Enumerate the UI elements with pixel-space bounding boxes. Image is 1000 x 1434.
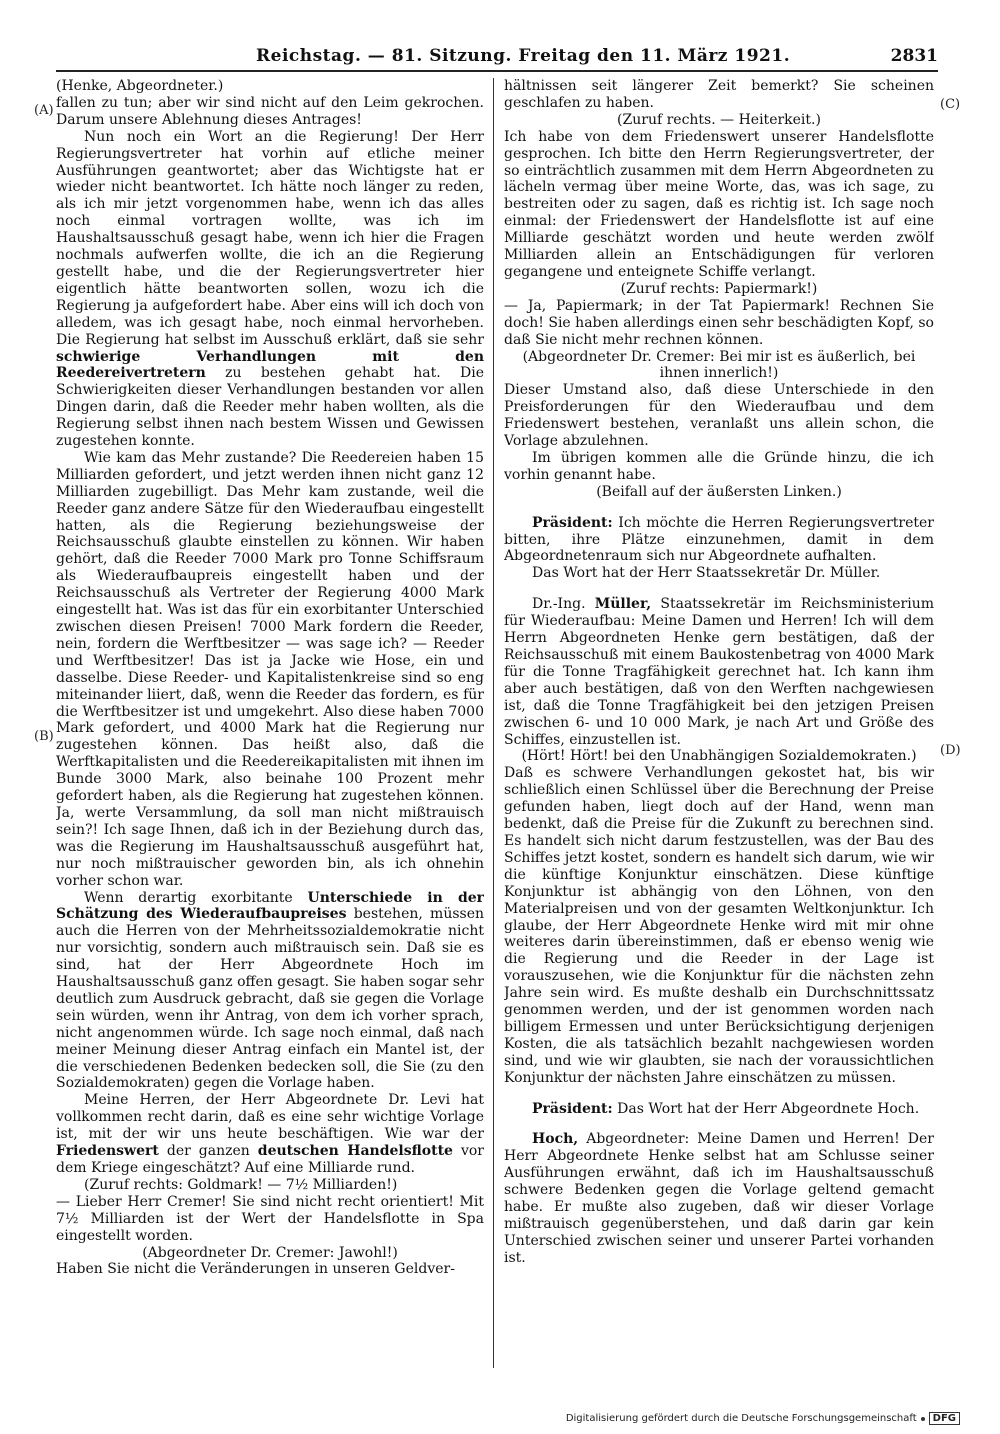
paragraph: Daß es schwere Verhandlungen gekostet hat, bis wir schließlich einen Schlüssel über die Berechnung der Preise gefunden haben, liegt doch auf der Hand, wenn man bedenkt, daß die Preise für die Zukunft zu berechnen sind. Es handelt sich nicht darum festzustellen, was der Bau des Schiffes jetzt kostet, sondern es handelt sich darum, wie wir die künftige Konjunktur einschätzen. Diese künftige Konjunktur ist abhängig von den Löhnen, von den Materialpreisen und von der gesamten Weltkonjunktur. Ich glaube, der Herr Abgeordnete Henke wird mit mir ohne weiteres darin übereinstimmen, daß er ebenso wenig wie die Regierung und die Reeder in der Lage ist vorauszusehen, wie die Konjunktur für die nächsten zehn Jahre sein wird. Es mußte deshalb ein Durchschnittssatz genommen werden, und der ist genommen worden nach billigem Ermessen und unter Berücksichtigung derjenigen Kosten, die als tatsächlich bezahlt nachgewiesen worden sind, und wie wir glaubten, sie nach der voraussichtlichen Konjunktur der nächsten Jahre einschätzen zu müssen. <box>504 765 934 1086</box>
paragraph: Ich habe von dem Friedenswert unserer Handelsflotte gesprochen. Ich bitte den Herrn Regierungsvertreter, der so einträchtlich zusammen mit dem Herrn Abgeordneten zu lächeln vermag über meine Worte, das, was ich sage, zu bestreiten oder zu sagen, daß es richtig ist. Ich sage noch einmal: der Friedenswert der Handelsflotte ist auf eine Milliarde geschätzt worden und heute werden zwölf Milliarden allein an Entschädigungen für verloren gegangene und enteignete Schiffe verlangt. <box>504 128 934 280</box>
left-column <box>56 78 484 1378</box>
interjection: (Hört! Hört! bei den Unabhängigen Sozialdemokraten.) <box>521 748 917 765</box>
paragraph: Wie kam das Mehr zustande? Die Reedereien haben 15 Milliarden gefordert, und jetzt werden ihnen nicht ganz 12 Milliarden zugebilligt. Das Mehr kam zustande, weil die Reeder ganz andere Sätze für den Wiederaufbau eingestellt hatten, als die Regierung beziehungsweise der Reichsausschuß glaubte einstellen zu können. Wir haben gehört, daß die Reeder 7000 Mark pro Tonne Schiffsraum als Wiederaufbaupreis eingestellt haben und der Reichsausschuß als Vertreter der Regierung 4000 Mark eingestellt hat. Was ist das für ein exorbitanter Unterschied zwischen diesen Preisen! 7000 Mark fordern die Reeder, nein, fordern die Werftbesitzer — was sage ich? — Reeder und Werftbesitzer! Das ist ja Jacke wie Hose, ein und dasselbe. Diese Reeder- und Kapitalistenkreise sind so eng miteinander liiert, daß, wenn die Reeder das fordern, es für die Werftbesitzer ist und umgekehrt. Also diese haben 7000 Mark gefordert, und 4000 Mark hat die Regierung nur zugestehen können. Das heißt also, daß die Werftkapitalisten und die Reedereikapitalisten mit ihnen im Bunde 3000 Mark, also beinahe 100 Prozent mehr gefordert haben, als die Regierung hat zugestehen können. Ja, werte Versammlung, da soll man nicht mißtrauisch sein?! Ich sage Ihnen, daß ich in der Beziehung durch das, was die Regierung im Haushaltsausschuß ausgeführt hat, nur noch mißtrauischer geworden bin, als ich ohnehin vorher schon war. <box>56 449 484 889</box>
speaker-name: Müller, <box>594 596 652 613</box>
speech-president: Präsident: Das Wort hat der Herr Abgeordnete Hoch. <box>532 1100 920 1117</box>
right-column <box>504 78 934 1378</box>
margin-marker-d: (D) <box>940 743 961 758</box>
paragraph: hältnissen seit längerer Zeit bemerkt? Sie scheinen geschlafen zu haben. <box>504 78 934 111</box>
dfg-logo: DFG <box>929 1412 960 1425</box>
margin-marker-c: (C) <box>940 97 961 112</box>
speaker-name: Präsident: <box>532 514 613 531</box>
emphasis: deutschen Handelsflotte <box>257 1143 453 1160</box>
interjection: (Abgeordneter Dr. Cremer: Jawohl!) <box>142 1244 398 1261</box>
emphasis: schwierige Verhandlungen mit den Reedereivertretern <box>56 348 484 382</box>
page-number: 2831 <box>890 46 938 66</box>
digitization-credit <box>566 1412 960 1425</box>
paragraph: Im übrigen kommen alle die Gründe hinzu, die ich vorhin genannt habe. <box>504 449 934 483</box>
separator-dot-icon <box>921 1417 925 1421</box>
speaker-reference: (Henke, Abgeordneter.) <box>56 78 224 94</box>
speaker-name: Präsident: <box>532 1100 613 1117</box>
paragraph: — Lieber Herr Cremer! Sie sind nicht recht orientiert! Mit 7½ Milliarden ist der Wert der Handelsflotte in Spa eingestellt worden. <box>56 1193 484 1244</box>
interjection: (Abgeordneter Dr. Cremer: Bei mir ist es äußerlich, bei ihnen innerlich!) <box>522 348 916 382</box>
margin-marker-a: (A) <box>34 103 54 118</box>
interjection: (Beifall auf der äußersten Linken.) <box>596 483 842 500</box>
credit-text: Digitalisierung gefördert durch die Deutsche Forschungsgemeinschaft <box>565 1413 917 1424</box>
paragraph: fallen zu tun; aber wir sind nicht auf den Leim gekrochen. Darum unsere Ablehnung dieses Antrages! <box>56 94 484 128</box>
paragraph: Das Wort hat der Herr Staatssekretär Dr. Müller. <box>532 565 881 582</box>
paragraph: Dieser Umstand also, daß diese Unterschiede in den Preisforderungen für den Wiederaufbau und dem Friedenswert bestehen, veranlaßt uns allein schon, die Vorlage abzulehnen. <box>504 382 934 450</box>
margin-marker-b: (B) <box>34 729 54 744</box>
speech-hoch: Hoch, Abgeordneter: Meine Damen und Herren! Der Herr Abgeordnete Henke selbst hat am Schlusse seiner Ausführungen erwähnt, daß ich im Haushaltsausschuß schwere Bedenken gegen die Vorlage geltend gemacht habe. Er mußte also zugeben, daß wir dieser Vorlage mißtrauisch gegenüberstehen, und daß darin gar kein Unterschied zwischen seiner und unserer Partei vorhanden ist. <box>504 1131 934 1266</box>
paragraph: Nun noch ein Wort an die Regierung! Der Herr Regierungsvertreter hat vorhin auf etliche meiner Ausführungen geantwortet; aber das Wichtigste hat er wieder nicht beantwortet. Ich hätte noch länger zu reden, als ich mir jetzt vorgenommen habe, wenn ich das alles noch einmal vortragen wollte, was ich im Haushaltsausschuß gesagt habe, wenn ich hier die Fragen nochmals aufwerfen wollte, die ich an die Regierung gestellt habe, und die der Regierungsvertreter hier eigentlich hätte beantworten sollen, wozu ich die Regierung ja aufgefordert habe. Aber eins will ich doch von alledem, was ich gesagt habe, noch einmal hervorheben. Die Regierung hat selbst im Ausschuß erklärt, daß sie sehr schwierige Verhandlungen mit den Reedereivertretern zu bestehen gehabt hat. Die Schwierigkeiten dieser Verhandlungen bestanden vor allen Dingen darin, daß die Reeder mehr haben wollten, als die Regierung selbst ihnen nach bestem Wissen und Gewissen zugestehen konnte. <box>56 128 484 450</box>
interjection: (Zuruf rechts: Goldmark! — 7½ Milliarden!) <box>84 1176 398 1193</box>
interjection: (Zuruf rechts. — Heiterkeit.) <box>617 111 821 128</box>
header-rule <box>56 70 938 72</box>
emphasis: Friedenswert <box>56 1143 159 1160</box>
emphasis: Unterschiede in der Schätzung des Wiederaufbaupreises <box>56 889 484 923</box>
paragraph: — Ja, Papiermark; in der Tat Papiermark! Rechnen Sie doch! Sie haben allerdings einen sehr beschädigten Kopf, so daß Sie nicht mehr rechnen können. <box>504 297 934 348</box>
page-header <box>56 40 938 76</box>
running-title: Reichstag. — 81. Sitzung. Freitag den 11. März 1921. <box>256 46 791 66</box>
speaker-name: Hoch, <box>532 1131 579 1148</box>
paragraph: Haben Sie nicht die Veränderungen in unseren Geldver- <box>56 1261 455 1278</box>
paragraph: Wenn derartig exorbitante Unterschiede in der Schätzung des Wiederaufbaupreises bestehen, müssen auch die Herren von der Mehrheitssozialdemokratie nicht nur vorsichtig, sondern auch mißtrauisch sein. Daß sie es sind, hat der Herr Abgeordnete Hoch im Haushaltsausschuß ganz offen gesagt. Sie haben sogar sehr deutlich zum Ausdruck gebracht, daß sie gegen die Vorlage sein würden, wenn ihr Antrag, von dem ich vorher sprach, nicht angenommen würde. Ich sage noch einmal, daß nach meiner Meinung dieser Antrag einfach ein Mantel ist, der die verschiedenen Bedenken bedecken soll, die Sie (zu den Sozialdemokraten) gegen die Vorlage haben. <box>56 889 484 1092</box>
column-divider <box>493 78 494 1368</box>
speech-mueller: Dr.-Ing. Müller, Staatssekretär im Reichsministerium für Wiederaufbau: Meine Damen und Herren! Ich will dem Herrn Abgeordneten Henke gern bestätigen, daß der Reichsausschuß mit einem Baukostenbetrag von 4000 Mark für die Tonne Tragfähigkeit gerechnet hat. Ich kann ihm aber auch bestätigen, daß von den Werften nachgewiesen ist, daß die Tonne Tragfähigkeit bei den jetzigen Preisen zwischen 6- und 10 000 Mark, je nach Art und Größe des Schiffes, einzustellen ist. <box>504 596 934 748</box>
interjection: (Zuruf rechts: Papiermark!) <box>620 280 818 297</box>
speech-president: Präsident: Ich möchte die Herren Regierungsvertreter bitten, ihre Plätze einzunehmen, damit in dem Abgeordnetenraum sich nur Abgeordnete aufhalten. <box>504 514 934 565</box>
paragraph: Meine Herren, der Herr Abgeordnete Dr. Levi hat vollkommen recht darin, daß es eine sehr wichtige Vorlage ist, mit der wir uns heute beschäftigen. Wie war der Friedenswert der ganzen deutschen Handelsflotte vor dem Kriege eingeschätzt? Auf eine Milliarde rund. <box>56 1092 484 1176</box>
